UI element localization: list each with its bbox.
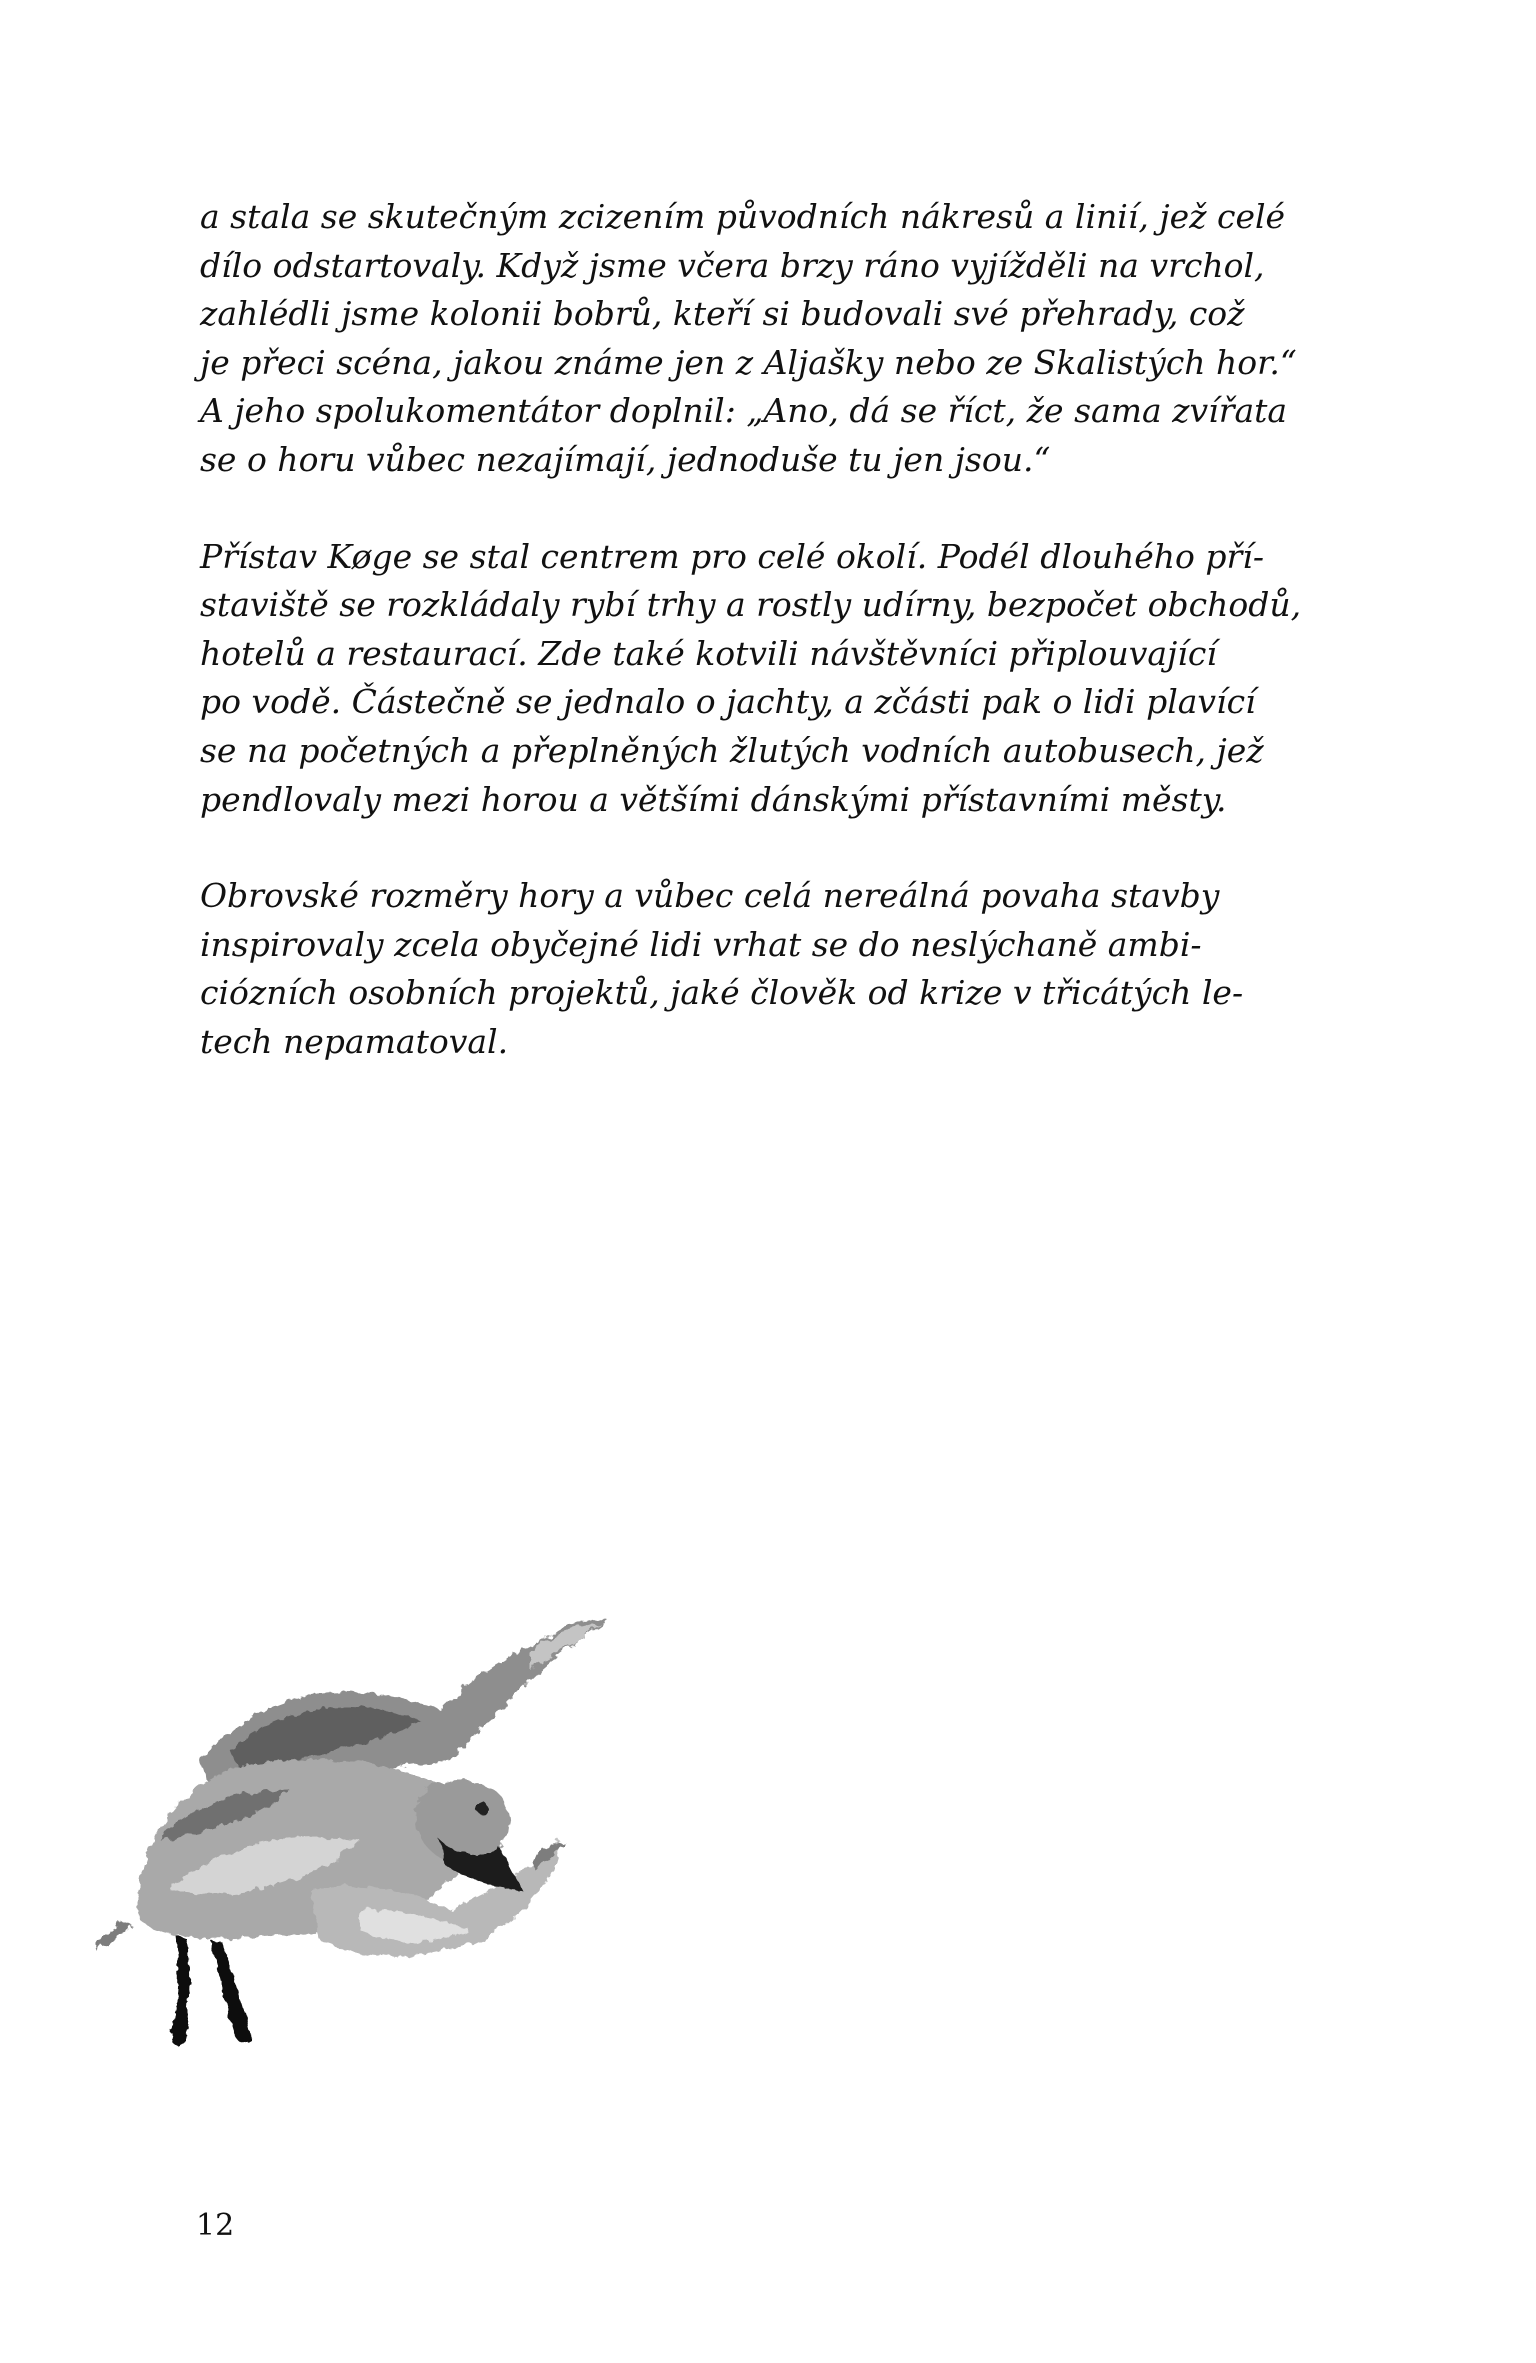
text-line: a stala se skutečným zcizením původních nákresů a linií, jež celé (200, 197, 1286, 236)
text-line: se o horu vůbec nezajímají, jednoduše tu jen jsou.“ (200, 439, 1051, 479)
text-line: zahlédli jsme kolonii bobrů, kteří si budovali své přehrady, což (200, 294, 1245, 334)
text-line: Přístav Køge se stal centrem pro celé okolí. Podél dlouhého pří- (200, 536, 1264, 576)
text-line: ciózních osobních projektů, jaké člověk od krize v třicátých le- (200, 973, 1244, 1013)
page-number: 12 (196, 2208, 235, 2243)
flying-bird-illustration-icon (60, 1590, 660, 2100)
text-line: po vodě. Částečně se jednalo o jachty, a zčásti pak o lidi plavící (200, 682, 1256, 722)
text-line: Obrovské rozměry hory a vůbec celá nereálná povaha stavby (200, 876, 1220, 916)
body-text (200, 193, 1340, 1115)
text-line: dílo odstartovaly. Když jsme včera brzy ráno vyjížděli na vrchol, (200, 245, 1265, 285)
text-line: A jeho spolukomentátor doplnil: „Ano, dá se říct, že sama zvířata (200, 391, 1288, 431)
text-line: inspirovaly zcela obyčejné lidi vrhat se do neslýchaně ambi- (200, 924, 1202, 964)
paragraph-2 (200, 533, 1340, 825)
paragraph-1 (200, 193, 1340, 485)
text-line: se na početných a přeplněných žlutých vodních autobusech, jež (200, 730, 1264, 770)
text-line: staviště se rozkládaly rybí trhy a rostly udírny, bezpočet obchodů, (200, 585, 1302, 625)
text-line: hotelů a restaurací. Zde také kotvili návštěvníci připlouvající (200, 633, 1217, 673)
text-line: tech nepamatoval. (200, 1021, 509, 1061)
text-line: je přeci scéna, jakou známe jen z Aljašky nebo ze Skalistých hor.“ (200, 342, 1297, 382)
text-line: pendlovaly mezi horou a většími dánskými přístavními městy. (200, 779, 1227, 819)
paragraph-3 (200, 872, 1340, 1066)
